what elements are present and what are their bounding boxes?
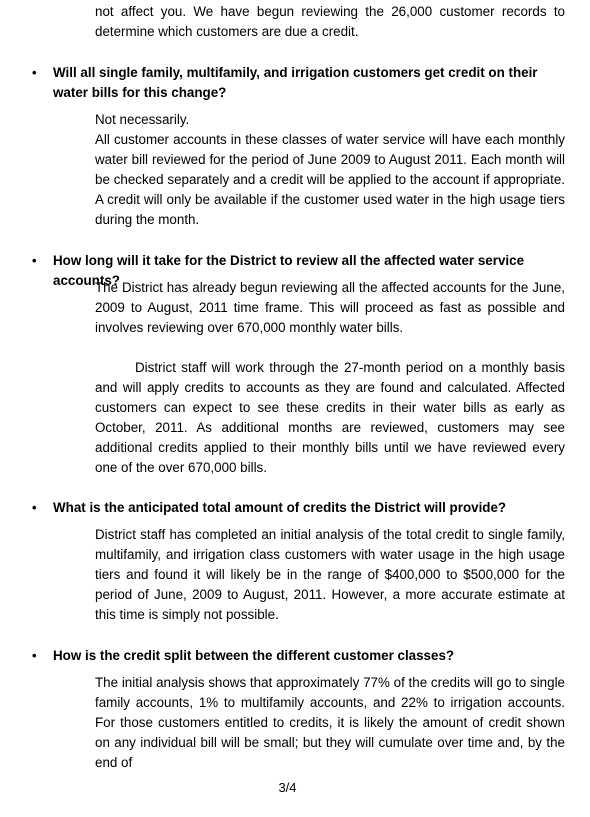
bullet-icon: • <box>32 65 37 80</box>
question-text: What is the anticipated total amount of credits the District will provide? <box>53 500 507 515</box>
bullet-icon: • <box>32 648 37 663</box>
question-item-total-credits <box>32 498 572 518</box>
page-number: 3/4 <box>278 780 297 795</box>
question-item-credit-split <box>32 646 572 666</box>
paragraph-account-review: All customer accounts in these classes of water service will have each monthly water bill reviewed for the period of June 2009 to August 2011. Each month will be checked separately and a credit will be applied to the account if appropriate. A credit will only be available if the customer used water in the high usage tiers during the month. <box>95 132 565 227</box>
paragraph-monthly-credits: District staff will work through the 27-month period on a monthly basis and will apply credits to accounts as they are found and calculated. Affected customers can expect to see these credits in their water bills as early as October, 2011. As additional months are reviewed, customers may see additional credits applied to their monthly bills until we have reviewed every one of the over 670,000 bills. <box>95 360 565 475</box>
bullet-icon: • <box>32 500 37 515</box>
question-text: How is the credit split between the different customer classes? <box>53 648 455 663</box>
paragraph-records-review: not affect you. We have begun reviewing the 26,000 customer records to determine which customers are due a credit. <box>95 4 565 39</box>
question-text: Will all single family, multifamily, and irrigation customers get credit on their water bills for this change? <box>53 65 538 100</box>
paragraph-review-begun: The District has already begun reviewing all the affected accounts for the June, 2009 to August, 2011 time frame. This will proceed as fast as possible and involves reviewing over 670,000 monthly water bills. <box>95 280 565 335</box>
bullet-icon: • <box>32 253 37 268</box>
answer-not-necessarily: Not necessarily. <box>95 112 190 127</box>
question-text: How long will it take for the District to review all the affected water service accounts? <box>53 253 525 288</box>
paragraph-credit-split: The initial analysis shows that approximately 77% of the credits will go to single family accounts, 1% to multifamily accounts, and 22% to irrigation accounts. For those customers entitled to credits, it is likely the amount of credit shown on any individual bill will be small; but they will cumulate over time and, by the end of <box>95 675 565 770</box>
question-item-credit-eligibility <box>32 63 572 103</box>
paragraph-credit-estimate: District staff has completed an initial analysis of the total credit to single family, multifamily, and irrigation class customers with water usage in the high usage tiers and found it will likely be in the range of $400,000 to $500,000 for the period of June, 2009 to August, 2011. However, a more accurate estimate at this time is simply not possible. <box>95 527 565 622</box>
